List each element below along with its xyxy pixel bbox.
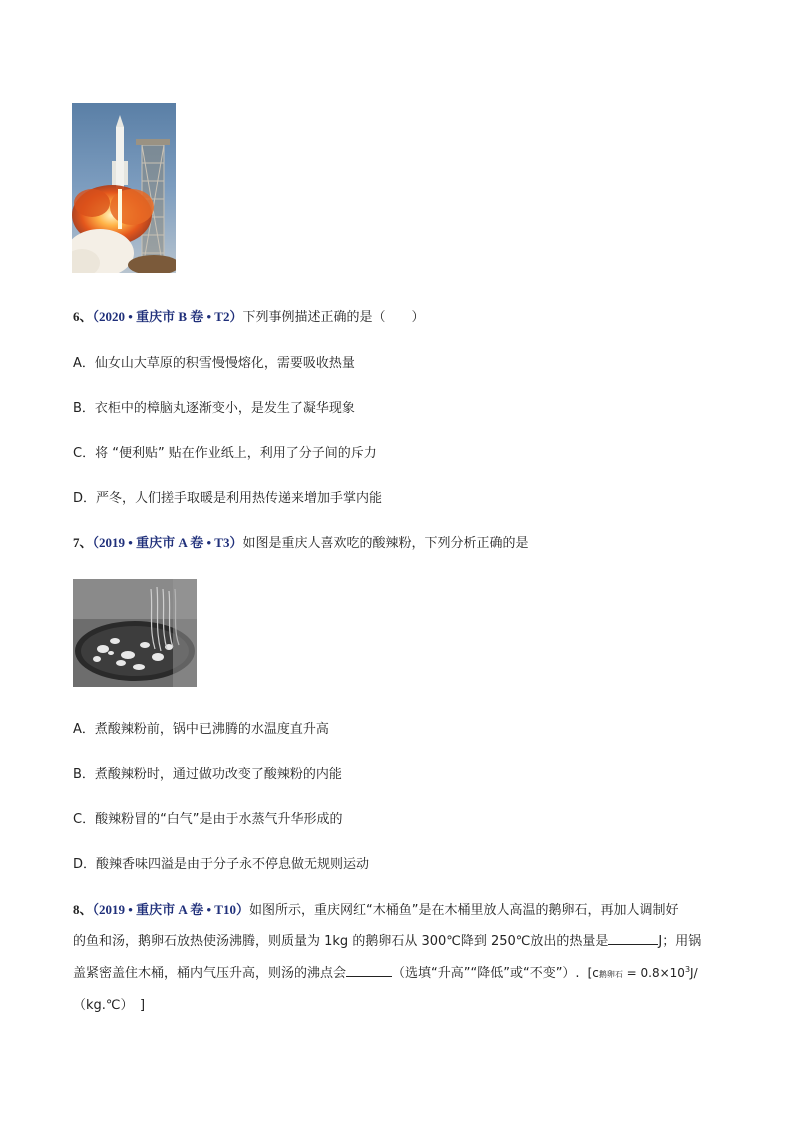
formula-value: = 0.8×10 <box>622 966 685 980</box>
q6-option-a: A．仙女山大草原的积雪慢慢熔化，需要吸收热量 <box>73 356 355 371</box>
hot-sour-noodles-photo <box>73 579 197 687</box>
question-8-stem <box>73 899 678 918</box>
q7-option-b: B．煮酸辣粉时，通过做功改变了酸辣粉的内能 <box>73 767 342 782</box>
q7-option-c: C．酸辣粉冒的“白气”是由于水蒸气升华形成的 <box>73 812 343 827</box>
question-text: 下列事例描述正确的是（ ） <box>242 310 425 325</box>
question-number: 8、 <box>73 902 93 917</box>
question-6-stem <box>73 306 424 325</box>
formula-exponent: 3 <box>684 965 691 974</box>
formula-c: [c <box>587 966 599 980</box>
question-text: 如图是重庆人喜欢吃的酸辣粉，下列分析正确的是 <box>242 536 529 551</box>
specific-heat-formula <box>588 966 698 980</box>
question-text-line-3: 盖紧密盖住木桶，桶内气压升高，则汤的沸点会 <box>73 966 347 981</box>
q6-option-d: D．严冬，人们搓手取暖是利用热传递来增加手掌内能 <box>73 491 383 506</box>
question-text-line-2-end: J；用锅 <box>658 934 702 949</box>
q7-option-a: A．煮酸辣粉前，锅中已沸腾的水温度直升高 <box>73 722 329 737</box>
q6-option-b: B．衣柜中的樟脑丸逐渐变小，是发生了凝华现象 <box>73 401 355 416</box>
question-source: （2019 • 重庆市 A 卷 • T3） <box>92 535 243 550</box>
answer-blank-2[interactable] <box>346 964 392 977</box>
question-number: 7、 <box>73 535 93 550</box>
q7-option-d: D．酸辣香味四溢是由于分子永不停息做无规则运动 <box>73 857 370 872</box>
answer-blank-1[interactable] <box>608 932 658 945</box>
q6-option-c: C．将 “便利贴” 贴在作业纸上，利用了分子间的斥力 <box>73 446 377 461</box>
rocket-launch-photo <box>72 103 176 273</box>
question-7-stem <box>73 532 528 551</box>
question-text-line-3-end: （选填“升高”“降低”或“不变”）. <box>392 966 580 981</box>
formula-unit: J/ <box>690 966 698 980</box>
question-8-line-3 <box>73 962 698 981</box>
question-text-line-1: 如图所示，重庆网红“木桶鱼”是在木桶里放人高温的鹅卵石，再加人调制好 <box>248 903 679 918</box>
question-8-line-4: （kg.℃） ] <box>73 998 146 1013</box>
formula-subscript: 鹅卵石 <box>598 970 623 979</box>
question-source: （2020 • 重庆市 B 卷 • T2） <box>92 309 243 324</box>
question-number: 6、 <box>73 309 93 324</box>
question-text-line-2: 的鱼和汤，鹅卵石放热使汤沸腾，则质量为 1kg 的鹅卵石从 300℃降到 250℃放出的热量是 <box>73 934 609 949</box>
question-8-line-2 <box>73 930 701 949</box>
question-source: （2019 • 重庆市 A 卷 • T10） <box>92 902 249 917</box>
